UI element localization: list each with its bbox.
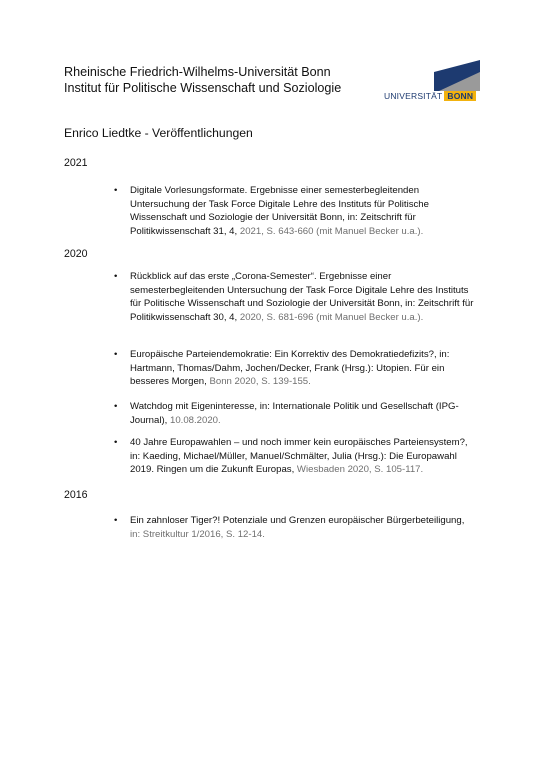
publication-item: [114, 348, 474, 389]
publication-main: 40 Jahre Europawahlen – und noch immer kein europäisches Parteiensystem?, in: Kaeding, Michael/Müller, Manuel/Schmälter, Julia (Hrsg.): Die Europawahl 2019. Ringen um die Zukunft Europas,: [130, 437, 468, 476]
year-heading: 2016: [64, 489, 88, 501]
publication-detail: 2020, S. 681-696 (mit Manuel Becker u.a.).: [237, 311, 424, 323]
publication-main: Europäische Parteiendemokratie: Ein Korrektiv des Demokratiedefizits?, in: Hartmann, Thomas/Dahm, Jochen/Decker, Frank (Hrsg.): Utopien. Für ein besseres Morgen,: [130, 349, 450, 388]
year-heading: 2021: [64, 157, 88, 169]
bullet-icon: •: [114, 515, 118, 526]
publication-item: [114, 184, 474, 238]
logo-universitaet-text: UNIVERSITÄT: [384, 91, 443, 101]
publication-main: Watchdog mit Eigeninteresse, in: Internationale Politik und Gesellschaft (IPG-Journal),: [130, 401, 459, 426]
publication-main: Digitale Vorlesungsformate. Ergebnisse einer semesterbegleitenden Untersuchung der Task Force Digitale Lehre des Instituts für Politische Wissenschaft und Soziologie der Universität Bonn, in: Zeitschrift für Politikwissenschaft 31, 4,: [130, 185, 429, 237]
year-heading: 2020: [64, 248, 88, 260]
publication-detail: Bonn 2020, S. 139-155.: [206, 376, 311, 388]
institute-name: Institut für Politische Wissenschaft und Soziologie: [64, 81, 342, 95]
publication-text: [130, 400, 474, 427]
bullet-icon: •: [114, 271, 118, 282]
publication-text: [130, 270, 474, 324]
logo-bonn-text: BONN: [444, 91, 476, 101]
publication-detail: in: Streitkultur 1/2016, S. 12-14.: [130, 528, 265, 540]
publication-main: Rückblick auf das erste „Corona-Semester“. Ergebnisse einer semesterbegleitenden Untersuchung der Task Force Digitale Lehre des Instituts für Politische Wissenschaft und Soziologie der Universität Bonn, in: Zeitschrift für Politikwissenschaft 30, 4,: [130, 271, 474, 323]
publication-text: [130, 436, 474, 477]
publication-text: [130, 514, 494, 541]
bullet-icon: •: [114, 401, 118, 412]
publication-item: [114, 270, 474, 324]
institution-header: [64, 64, 341, 96]
university-name: Rheinische Friedrich-Wilhelms-Universität Bonn: [64, 65, 331, 79]
publication-main: Ein zahnloser Tiger?! Potenziale und Grenzen europäischer Bürgerbeteiligung,: [130, 515, 465, 526]
publication-item: [114, 514, 494, 541]
publication-detail: 2021, S. 643-660 (mit Manuel Becker u.a.).: [237, 225, 424, 237]
page-title: Enrico Liedtke - Veröffentlichungen: [64, 126, 253, 140]
bullet-icon: •: [114, 437, 118, 448]
publication-text: [130, 184, 474, 238]
publication-detail: 10.08.2020.: [167, 414, 221, 426]
bullet-icon: •: [114, 349, 118, 360]
publication-item: [114, 436, 474, 477]
publication-detail: Wiesbaden 2020, S. 105-117.: [294, 464, 424, 476]
publication-text: [130, 348, 474, 389]
bullet-icon: •: [114, 185, 118, 196]
publication-item: [114, 400, 474, 427]
logo-wordmark: [384, 91, 476, 101]
